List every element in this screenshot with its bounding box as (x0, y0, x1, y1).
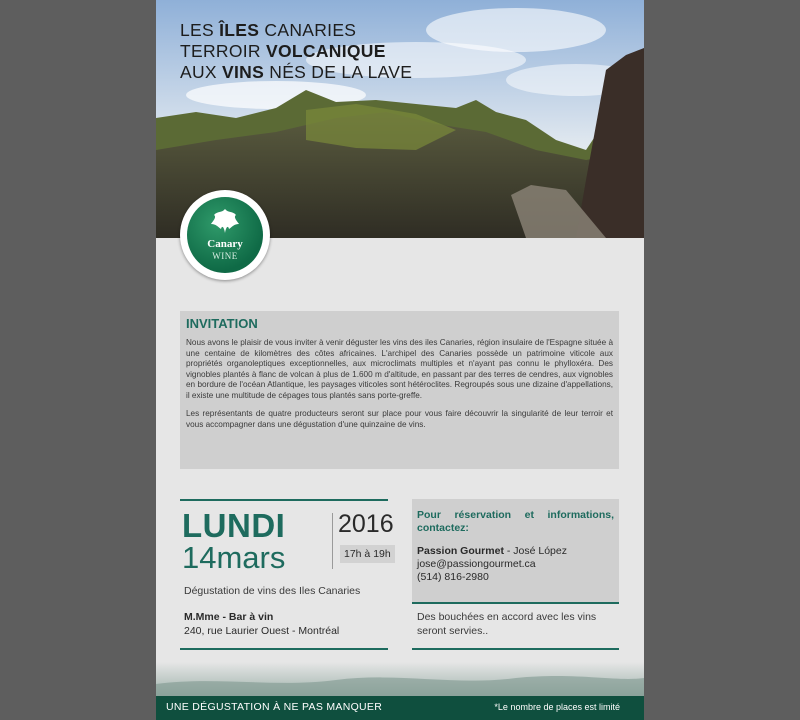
headline-line-3: AUX VINS NÉS DE LA LAVE (180, 62, 413, 82)
reservation-title-line-1: Pour réservation et informations, (417, 509, 614, 521)
reservation-panel (412, 499, 619, 604)
contact-phone: (514) 816-2980 (417, 571, 489, 583)
vine-leaf-icon (209, 207, 241, 237)
footer-banner (156, 696, 644, 720)
event-description: Dégustation de vins des Iles Canaries (184, 585, 361, 597)
logo-name: Canary (207, 238, 243, 250)
headline-line-2: TERROIR VOLCANIQUE (180, 41, 386, 61)
contact-email-link[interactable]: jose@passiongourmet.ca (417, 558, 536, 570)
catering-note: Des bouchées en accord avec les vins seront servies.. (412, 604, 619, 650)
footer-tagline: UNE DÉGUSTATION À NE PAS MANQUER (166, 701, 383, 713)
contact-name: Passion Gourmet - José López (417, 545, 567, 557)
invitation-title: INVITATION (186, 316, 258, 331)
event-details (180, 499, 394, 650)
event-date: 14mars (182, 540, 286, 575)
headline (180, 20, 412, 83)
event-day: LUNDI (182, 507, 286, 544)
headline-line-1: LES ÎLES CANARIES (180, 20, 357, 40)
event-year: 2016 (338, 510, 394, 538)
invitation-paragraph-1: Nous avons le plaisir de vous inviter à venir déguster les vins des iles Canaries, région insulaire de l'Espagne située à une centaine de kilomètres des côtes africaines. L'archipel des Canaries possède un patrimoine viticole aux propriétés organoleptiques exceptionnelles, aux microclimats multiples et n'ayant pas connu le phylloxéra. Des vignobles plantés à flanc de volcan à plus de 1.600 m d'altitude, en passant par des terres de cendres, aux vignobles en bordure de l'océan Atlantique, les paysages viticoles sont hétéroclites. Regroupés sous une dizaine d'appellations, il existe une multitude de cépages tous plantés sans porte-greffe. (186, 338, 613, 400)
flyer (156, 0, 644, 720)
event-address: 240, rue Laurier Ouest - Montréal (184, 625, 340, 637)
invitation-panel (180, 311, 619, 469)
footer-note: *Le nombre de places est limité (494, 702, 620, 712)
invitation-paragraph-2: Les représentants de quatre producteurs seront sur place pour vous faire découvrir la singularité de leur terroir et vous accompagner dans une dégustation d'une quinzaine de vins. (186, 409, 613, 429)
canary-wine-logo (180, 190, 270, 280)
event-hours: 17h à 19h (340, 545, 395, 563)
mist-decoration (156, 662, 644, 696)
logo-subtitle: WINE (212, 251, 238, 261)
reservation-title-line-2: contactez: (417, 522, 469, 534)
date-divider (332, 513, 333, 569)
event-venue: M.Mme - Bar à vin (184, 611, 274, 623)
